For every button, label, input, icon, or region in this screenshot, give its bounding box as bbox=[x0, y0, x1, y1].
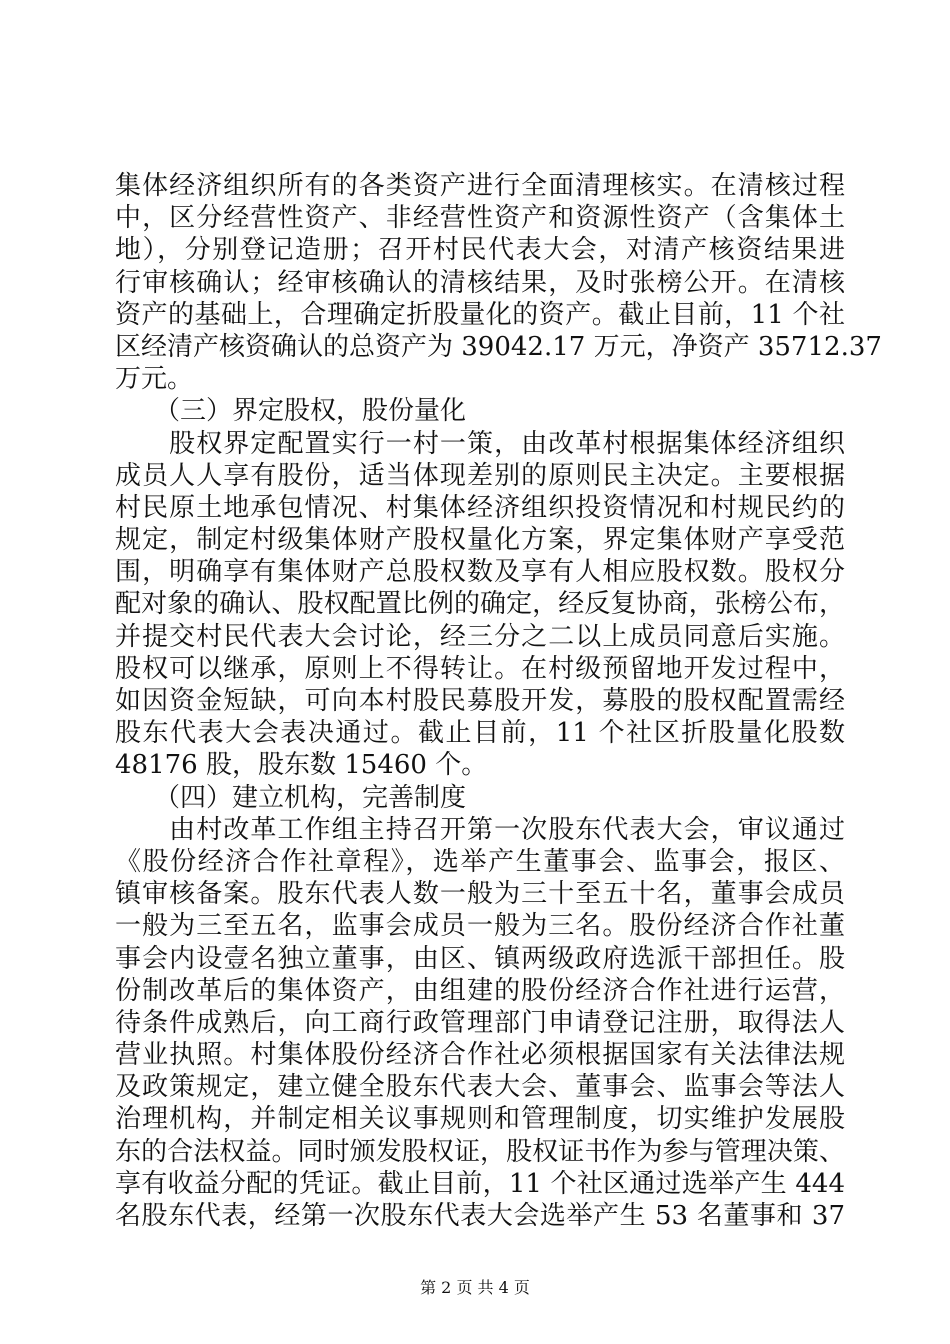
text-line: 并提交村民代表大会讨论，经三分之二以上成员同意后实施。 bbox=[115, 621, 845, 652]
text-line: 规定，制定村级集体财产股权量化方案，界定集体财产享受范 bbox=[115, 525, 845, 556]
text-line: 事会内设壹名独立董事，由区、镇两级政府选派干部担任。股 bbox=[115, 943, 845, 974]
text-line: 如因资金短缺，可向本村股民募股开发，募股的股权配置需经 bbox=[115, 686, 845, 716]
text-line: 配对象的确认、股权配置比例的确定，经反复协商，张榜公布， bbox=[115, 589, 845, 620]
text-line: 资产的基础上，合理确定折股量化的资产。截止目前，11 个社 bbox=[115, 299, 845, 330]
section-heading: （三）界定股权，股份量化 bbox=[115, 396, 467, 427]
text-line: 48176 股，股东数 15460 个。 bbox=[115, 750, 488, 781]
page-footer: 第 2 页 共 4 页 bbox=[420, 1278, 530, 1297]
text-line: 股权可以继承，原则上不得转让。在村级预留地开发过程中， bbox=[115, 653, 845, 684]
text-line: 营业执照。村集体股份经济合作社必须根据国家有关法律法规 bbox=[115, 1040, 845, 1071]
text-line: 地），分别登记造册；召开村民代表大会，对清产核资结果进 bbox=[115, 235, 845, 266]
text-line: 份制改革后的集体资产，由组建的股份经济合作社进行运营， bbox=[115, 975, 845, 1006]
text-line: 待条件成熟后，向工商行政管理部门申请登记注册，取得法人 bbox=[115, 1007, 845, 1038]
text-line: 成员人人享有股份，适当体现差别的原则民主决定。主要根据 bbox=[115, 460, 845, 491]
text-line: 万元。 bbox=[115, 364, 194, 395]
text-line: 治理机构，并制定相关议事规则和管理制度，切实维护发展股 bbox=[115, 1104, 845, 1135]
text-line: 享有收益分配的凭证。截止目前，11 个社区通过选举产生 444 bbox=[115, 1168, 845, 1199]
text-line: 名股东代表，经第一次股东代表大会选举产生 53 名董事和 37 bbox=[115, 1201, 845, 1231]
text-line: 区经清产核资确认的总资产为 39042.17 万元，净资产 35712.37 bbox=[115, 331, 882, 362]
text-line: 及政策规定，建立健全股东代表大会、董事会、监事会等法人 bbox=[115, 1072, 845, 1103]
text-line: 行审核确认；经审核确认的清核结果，及时张榜公开。在清核 bbox=[115, 267, 845, 298]
text-line: 一般为三至五名，监事会成员一般为三名。股份经济合作社董 bbox=[115, 911, 845, 942]
section-heading: （四）建立机构，完善制度 bbox=[115, 782, 467, 813]
text-line: 中，区分经营性资产、非经营性资产和资源性资产（含集体土 bbox=[115, 203, 845, 234]
text-line: 《股份经济合作社章程》，选举产生董事会、监事会，报区、 bbox=[115, 846, 845, 877]
text-line: 村民原土地承包情况、村集体经济组织投资情况和村规民约的 bbox=[115, 492, 845, 523]
text-line: 东的合法权益。同时颁发股权证，股权证书作为参与管理决策、 bbox=[115, 1136, 845, 1167]
text-line: 镇审核备案。股东代表人数一般为三十至五十名，董事会成员 bbox=[115, 879, 845, 910]
text-line: 股权界定配置实行一村一策，由改革村根据集体经济组织 bbox=[115, 428, 845, 459]
text-line: 股东代表大会表决通过。截止目前，11 个社区折股量化股数 bbox=[115, 718, 845, 749]
text-line: 围，明确享有集体财产总股权数及享有人相应股权数。股权分 bbox=[115, 557, 845, 588]
body-text bbox=[115, 170, 882, 1232]
text-line: 由村改革工作组主持召开第一次股东代表大会，审议通过 bbox=[115, 814, 845, 845]
text-line: 集体经济组织所有的各类资产进行全面清理核实。在清核过程 bbox=[115, 171, 845, 201]
